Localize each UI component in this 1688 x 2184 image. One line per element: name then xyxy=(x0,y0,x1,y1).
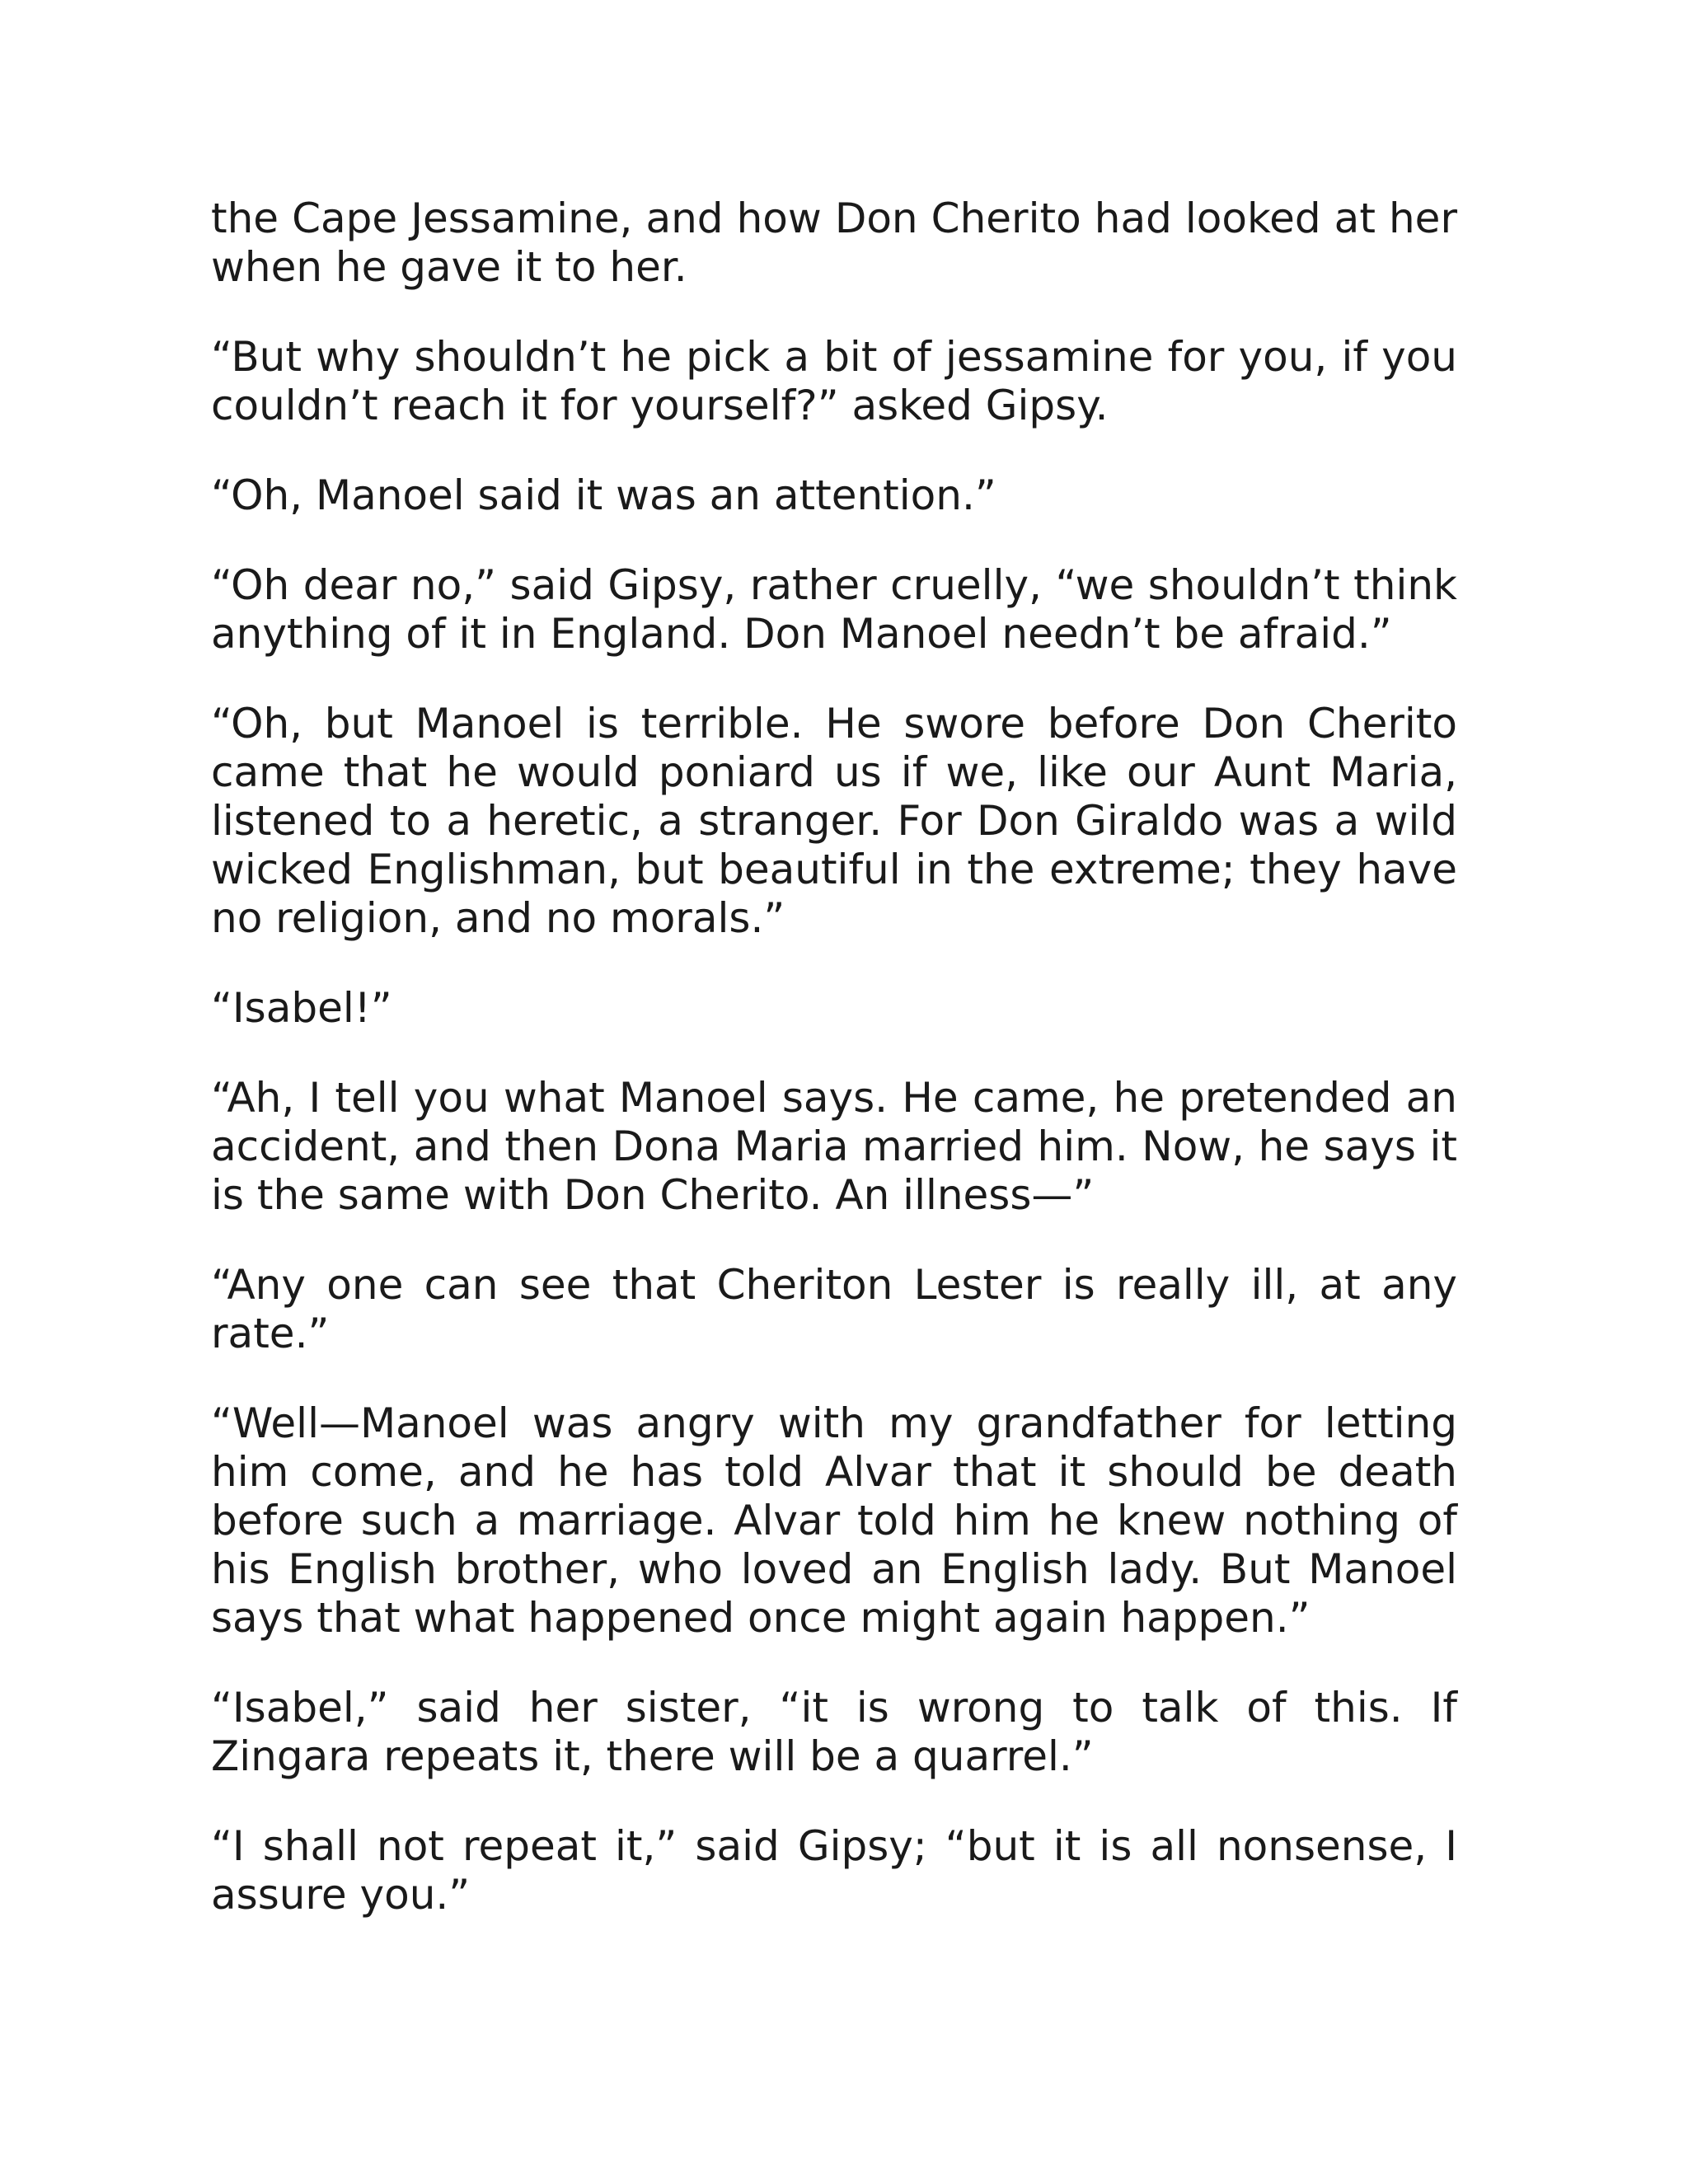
paragraph: “I shall not repeat it,” said Gipsy; “but it is all nonsense, I assure you.” xyxy=(211,1822,1457,1919)
paragraph: “Any one can see that Cheriton Lester is really ill, at any rate.” xyxy=(211,1261,1457,1357)
paragraph: “Well—Manoel was angry with my grandfather for letting him come, and he has told Alvar that it should be death before such a marriage. Alvar told him he knew nothing of his English brother, who loved an English lady. But Manoel says that what happened once might again happen.” xyxy=(211,1399,1457,1642)
paragraph: “Oh, Manoel said it was an attention.” xyxy=(211,471,996,519)
paragraph: “Oh, but Manoel is terrible. He swore before Don Cherito came that he would poniard us if we, like our Aunt Maria, listened to a heretic, a stranger. For Don Giraldo was a wild wicked Englishman, but beautiful in the extreme; they have no religion, and no morals.” xyxy=(211,700,1457,942)
paragraph: “Isabel,” said her sister, “it is wrong to talk of this. If Zingara repeats it, there will be a quarrel.” xyxy=(211,1684,1457,1780)
paragraph: “Oh dear no,” said Gipsy, rather cruelly, “we shouldn’t think anything of it in England. Don Manoel needn’t be afraid.” xyxy=(211,561,1457,658)
paragraph: the Cape Jessamine, and how Don Cherito had looked at her when he gave it to her. xyxy=(211,194,1457,291)
paragraph: “But why shouldn’t he pick a bit of jessamine for you, if you couldn’t reach it for yourself?” asked Gipsy. xyxy=(211,333,1457,429)
paragraph: “Ah, I tell you what Manoel says. He came, he pretended an accident, and then Dona Maria married him. Now, he says it is the same with Don Cherito. An illness—” xyxy=(211,1074,1457,1219)
page-text xyxy=(211,194,1457,1961)
paragraph: “Isabel!” xyxy=(211,984,392,1032)
